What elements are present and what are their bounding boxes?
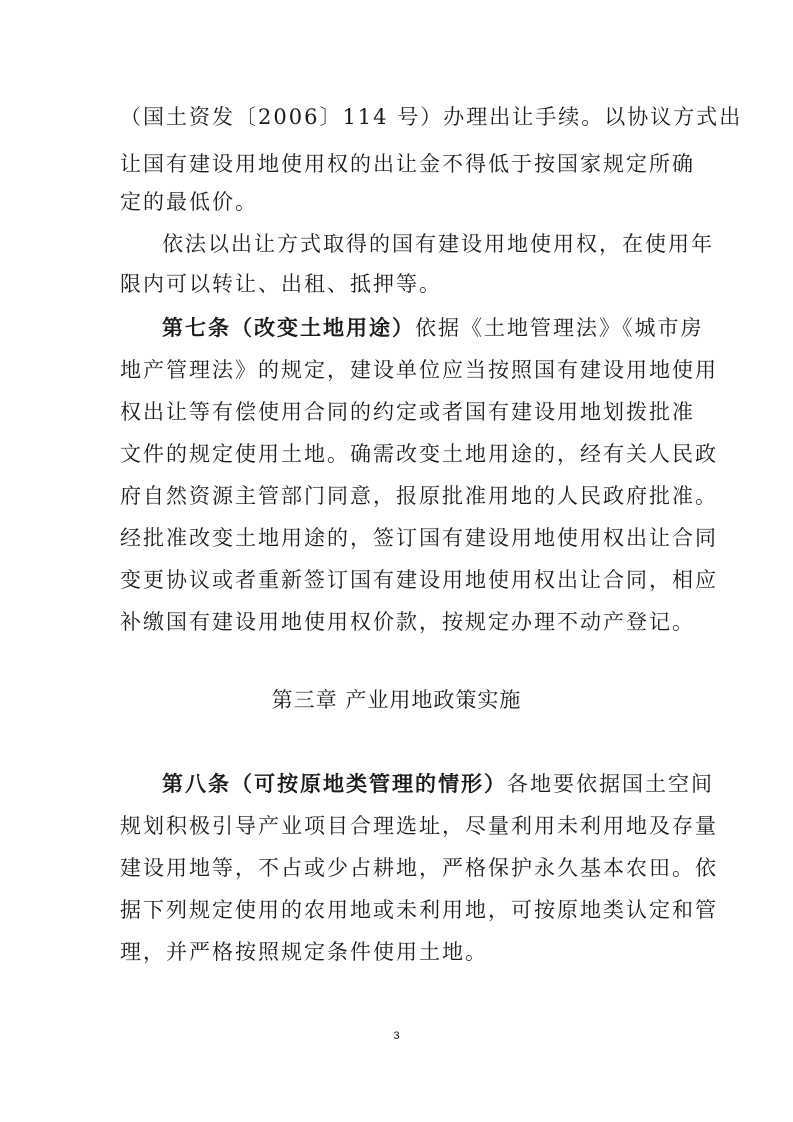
paragraph-line: 定的最低价。 <box>120 190 258 214</box>
paragraph-line: 据下列规定使用的农用地或未利用地，可按原地类认定和管 <box>120 898 718 922</box>
paragraph-line: 补缴国有建设用地使用权价款，按规定办理不动产登记。 <box>120 610 695 634</box>
article-8-first-line <box>162 764 714 804</box>
paragraph-line: 依法以出让方式取得的国有建设用地使用权，在使用年 <box>162 232 714 256</box>
article-7-heading: 第七条（改变土地用途） <box>162 315 415 340</box>
paragraph-line: 建设用地等，不占或少占耕地，严格保护永久基本农田。依 <box>120 856 718 880</box>
article-8-text: 各地要依据国土空间 <box>507 772 714 796</box>
paragraph-line: 地产管理法》的规定，建设单位应当按照国有建设用地使用 <box>120 358 718 382</box>
article-8-heading: 第八条（可按原地类管理的情形） <box>162 771 507 796</box>
paragraph-line: 府自然资源主管部门同意，报原批准用地的人民政府批准。 <box>120 484 718 508</box>
paragraph-line: 理，并严格按照规定条件使用土地。 <box>120 940 488 964</box>
chapter-title: 第三章 产业用地政策实施 <box>271 688 522 712</box>
page-number: 3 <box>393 1030 400 1042</box>
paragraph-line: （国土资发〔2006〕114 号）办理出让手续。以协议方式出 <box>120 105 743 129</box>
paragraph-line: 权出让等有偿使用合同的约定或者国有建设用地划拨批准 <box>120 400 695 424</box>
article-7-text: 依据《土地管理法》《城市房 <box>415 316 704 340</box>
paragraph-line: 变更协议或者重新签订国有建设用地使用权出让合同，相应 <box>120 568 718 592</box>
paragraph-line: 文件的规定使用土地。确需改变土地用途的，经有关人民政 <box>120 442 718 466</box>
paragraph-line: 限内可以转让、出租、抵押等。 <box>120 272 442 296</box>
paragraph-line: 经批准改变土地用途的，签订国有建设用地使用权出让合同 <box>120 526 718 550</box>
article-7-first-line <box>162 308 704 348</box>
paragraph-line: 让国有建设用地使用权的出让金不得低于按国家规定所确 <box>120 152 695 176</box>
paragraph-line: 规划积极引导产业项目合理选址，尽量利用未利用地及存量 <box>120 814 718 838</box>
